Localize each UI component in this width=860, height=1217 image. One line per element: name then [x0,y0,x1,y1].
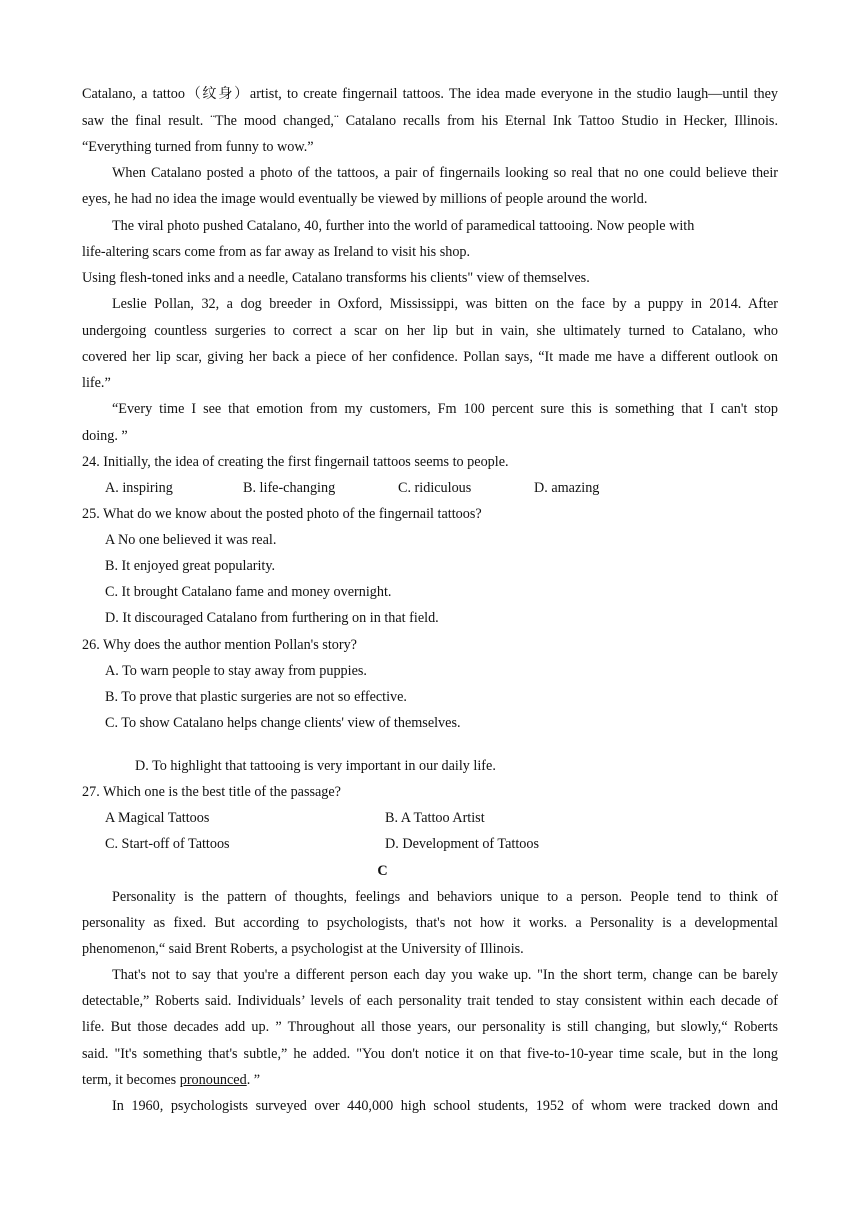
option-26-a: A. To warn people to stay away from puppies. [105,663,367,679]
option-25-a: A No one believed it was real. [105,532,277,548]
passage-b-line: When Catalano posted a photo of the tattoos, a pair of fingernails looking so real that no one could believe their [112,165,778,181]
passage-b-line: “Every time I see that emotion from my customers, Fm 100 percent sure this is something that I can't stop [112,401,778,417]
option-27-c: C. Start-off of Tattoos [105,836,230,852]
option-26-c: C. To show Catalano helps change clients' view of themselves. [105,715,461,731]
option-24-d: D. amazing [534,480,600,496]
passage-c-line: That's not to say that you're a different person each day you wake up. "In the short term, change can be barely [112,967,778,983]
passage-c-line: phenomenon,“ said Brent Roberts, a psychologist at the University of Illinois. [82,941,524,957]
passage-b-line: doing. ” [82,428,128,444]
option-26-d: D. To highlight that tattooing is very important in our daily life. [135,758,496,774]
option-27-d: D. Development of Tattoos [385,836,539,852]
option-25-b: B. It enjoyed great popularity. [105,558,276,574]
passage-b-line: covered her lip scar, giving her back a piece of her confidence. Pollan says, “It made me have a different outlook on [82,349,778,365]
passage-b-line: “Everything turned from funny to wow.” [82,139,314,155]
option-24-b: B. life-changing [243,480,336,496]
option-27-a: A Magical Tattoos [105,810,210,826]
passage-b-line: Leslie Pollan, 32, a dog breeder in Oxford, Mississippi, was bitten on the face by a puppy in 2014. After [112,296,778,312]
passage-b-line: life.” [82,375,111,391]
question-25: 25. What do we know about the posted photo of the fingernail tattoos? [82,506,482,522]
question-27: 27. Which one is the best title of the passage? [82,784,341,800]
question-26: 26. Why does the author mention Pollan's story? [82,637,357,653]
passage-b-line: saw the final result. ¨The mood changed,¨ Catalano recalls from his Eternal Ink Tattoo Studio in Hecker, Illinois. [82,113,778,129]
passage-c-line: life. But those decades add up. ” Throughout all those years, our personality is still changing, but slowly,“ Roberts [82,1019,778,1035]
option-26-b: B. To prove that plastic surgeries are not so effective. [105,689,407,705]
passage-c-line: Personality is the pattern of thoughts, feelings and behaviors unique to a person. People tend to think of [112,889,778,905]
question-24: 24. Initially, the idea of creating the first fingernail tattoos seems to people. [82,454,509,470]
option-24-c: C. ridiculous [398,480,472,496]
passage-c-line: In 1960, psychologists surveyed over 440,000 high school students, 1952 of whom were tracked down and [112,1098,778,1114]
section-heading: C [377,863,388,879]
passage-c-line: detectable,” Roberts said. Individuals’ levels of each personality trait tended to stay consistent within each decade of [82,993,778,1009]
passage-b-line: life-altering scars come from as far away as Ireland to visit his shop. [82,244,471,260]
passage-b-line: undergoing countless surgeries to correct a scar on her lip but in vain, she ultimately turned to Catalano, who [82,323,778,339]
option-24-a: A. inspiring [105,480,173,496]
passage-b-line: Catalano, a tattoo（纹身）artist, to create fingernail tattoos. The idea made everyone in the studio laugh—until they [82,86,778,102]
option-25-d: D. It discouraged Catalano from furthering on in that field. [105,610,439,626]
option-27-b: B. A Tattoo Artist [385,810,485,826]
underlined-word: pronounced [179,1072,247,1088]
passage-b-line: eyes, he had no idea the image would eventually be viewed by millions of people around the world. [82,191,648,207]
passage-c-text: term, it becomes [82,1072,180,1088]
passage-c-line: said. "It's something that's subtle,” he added. "You don't notice it on that five-to-10-year time scale, but in the long [82,1046,778,1062]
passage-c-line: personality as fixed. But according to psychologists, that's not how it works. a Personality is a developmental [82,915,778,931]
passage-c-text: . ” [246,1072,261,1088]
passage-b-line: The viral photo pushed Catalano, 40, further into the world of paramedical tattooing. Now people with [112,218,695,234]
option-25-c: C. It brought Catalano fame and money overnight. [105,584,392,600]
passage-b-line: Using flesh-toned inks and a needle, Catalano transforms his clients" view of themselves. [82,270,590,286]
passage-c-line [82,1071,260,1089]
